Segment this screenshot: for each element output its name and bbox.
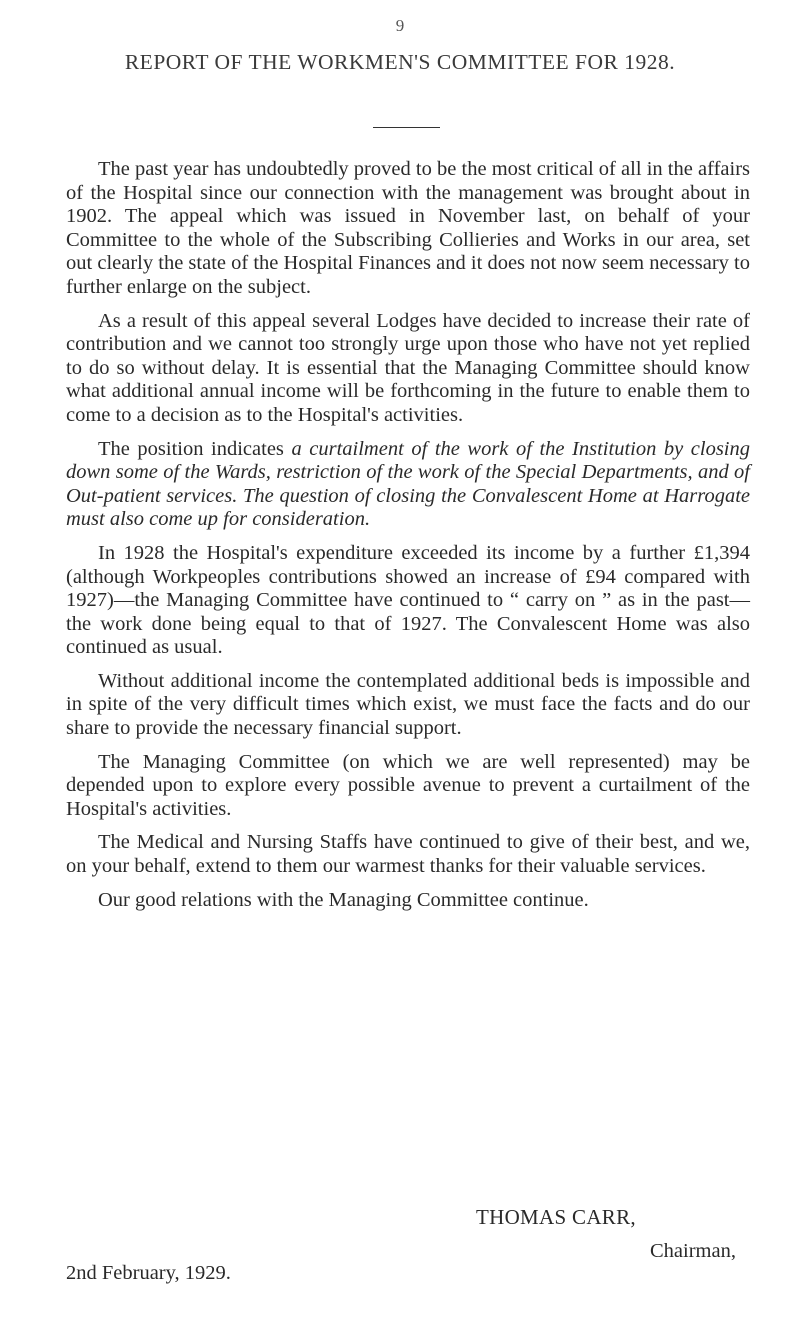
report-date: 2nd February, 1929. [66, 1262, 231, 1284]
signature-name: THOMAS CARR, [476, 1205, 636, 1229]
title-divider [373, 127, 440, 128]
paragraph-8: Our good relations with the Managing Committee continue. [98, 888, 589, 911]
paragraph-3-italic: a curtailment of the work of the Institution by closing down some of the Wards, restriction of the work of the Special Departments, and of Out-patient services. The question of closing the Convalescent Home at Harrogate must also come up for consideration. [66, 437, 751, 531]
page-number: 9 [395, 16, 405, 35]
paragraph-7: The Medical and Nursing Staffs have continued to give of their best, and we, on your behalf, extend to them our warmest thanks for their valuable services. [66, 831, 750, 878]
signature-role: Chairman, [650, 1240, 736, 1262]
paragraph-3-intro: The position indicates [98, 437, 292, 460]
paragraph-6: The Managing Committee (on which we are well represented) may be depended upon to explore every possible avenue to prevent a curtailment of the Hospital's activities. [66, 750, 750, 820]
report-title: REPORT OF THE WORKMEN'S COMMITTEE FOR 1928. [124, 50, 676, 74]
paragraph-4: In 1928 the Hospital's expenditure exceeded its income by a further £1,394 (although Workpeoples contributions showed an increase of £94 compared with 1927)—the Managing Committee have continued to “ carry on ” as in the past—the work done being equal to that of 1927. The Convalescent Home was also continued as usual. [66, 541, 750, 659]
paragraph-1: The past year has undoubtedly proved to be the most critical of all in the affairs of the Hospital since our connection with the management was brought about in 1902. The appeal which was issued in November last, on behalf of your Committee to the whole of the Subscribing Collieries and Works in our area, set out clearly the state of the Hospital Finances and it does not now seem necessary to further enlarge on the subject. [66, 158, 750, 298]
paragraph-5: Without additional income the contemplated additional beds is impossible and in spite of the very difficult times which exist, we must face the facts and do our share to provide the necessary financial support. [66, 669, 750, 740]
paragraph-3 [66, 438, 750, 532]
paragraph-2: As a result of this appeal several Lodges have decided to increase their rate of contribution and we cannot too strongly urge upon those who have not yet replied to do so without delay. It is essential that the Managing Committee should know what additional annual income will be forthcoming in the future to enable them to come to a decision as to the Hospital's activities. [66, 309, 750, 426]
report-body [66, 158, 750, 922]
